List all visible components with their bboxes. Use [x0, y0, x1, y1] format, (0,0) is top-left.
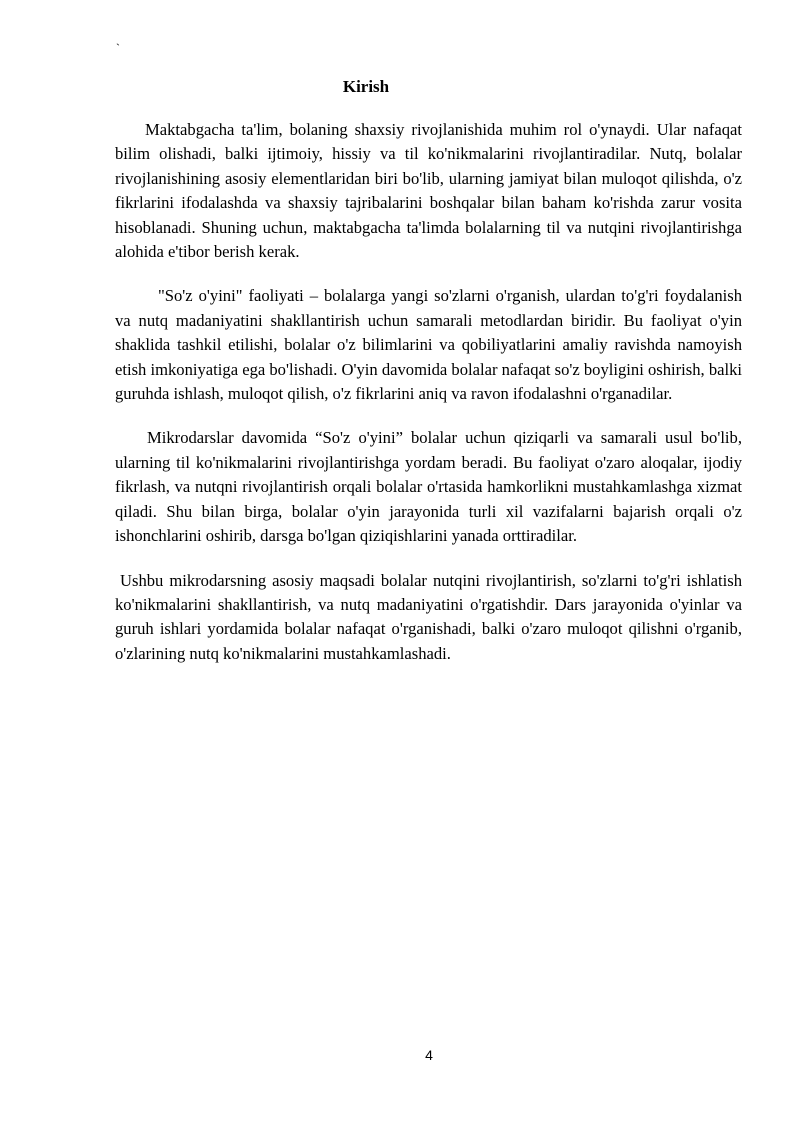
- corner-mark: `: [116, 41, 120, 55]
- page-title: Kirish: [342, 77, 390, 96]
- paragraph-2: "So'z o'yini" faoliyati – bolalarga yangi so'zlarni o'rganish, ulardan to'g'ri foydalanish va nutq madaniyatini shakllantirish uchun samarali metodlardan biridir. Bu faoliyat o'yin shaklida tashkil etilishi, bolalar o'z bilimlarini va qobiliyatlarini amaliy ravishda namoyish etish imkoniyatiga ega bo'lishadi. O'yin davomida bolalar nafaqat so'z boyligini oshirish, balki guruhda ishlash, muloqot qilish, o'z fikrlarini aniq va ravon ifodalashni o'rganadilar.: [115, 286, 742, 404]
- paragraph-1: Maktabgacha ta'lim, bolaning shaxsiy rivojlanishida muhim rol o'ynaydi. Ular nafaqat bilim olishadi, balki ijtimoiy, hissiy va til ko'nikmalarini rivojlantiradilar. Nutq, bolalar rivojlanishining asosiy elementlaridan biri bo'lib, ularning jamiyat bilan muloqot qilishda, o'z fikrlarini ifodalashda va shaxsiy tajribalarini boshqalar bilan baham ko'rishda zarur vosita hisoblanadi. Shuning uchun, maktabgacha ta'limda bolalarning til va nutqini rivojlantirishga alohida e'tibor berish kerak.: [115, 120, 742, 262]
- page-number: 4: [425, 1047, 433, 1063]
- paragraph-3: Mikrodarslar davomida “So'z o'yini” bolalar uchun qiziqarli va samarali usul bo'lib, ularning til ko'nikmalarini rivojlantirishga yordam beradi. Bu faoliyat o'zaro aloqalar, ijodiy fikrlash, va nutqni rivojlantirish orqali bolalar o'rtasida hamkorlikni mustahkamlashga xizmat qiladi. Shu bilan birga, bolalar o'yin jarayonida turli xil vazifalarni bajarish orqali o'z ishonchlarini oshirib, darsga bo'lgan qiziqishlarini yanada orttiradilar.: [115, 428, 742, 546]
- paragraph-4: Ushbu mikrodarsning asosiy maqsadi bolalar nutqini rivojlantirish, so'zlarni to'g'ri ishlatish ko'nikmalarini shakllantirish, va nutq madaniyatini o'rgatishdir. Dars jarayonida o'yinlar va guruh ishlari yordamida bolalar nafaqat o'rganishadi, balki o'zaro muloqot qilishni o'rganib, o'zlarining nutq ko'nikmalarini mustahkamlashadi.: [115, 570, 742, 663]
- body-text: [115, 118, 742, 686]
